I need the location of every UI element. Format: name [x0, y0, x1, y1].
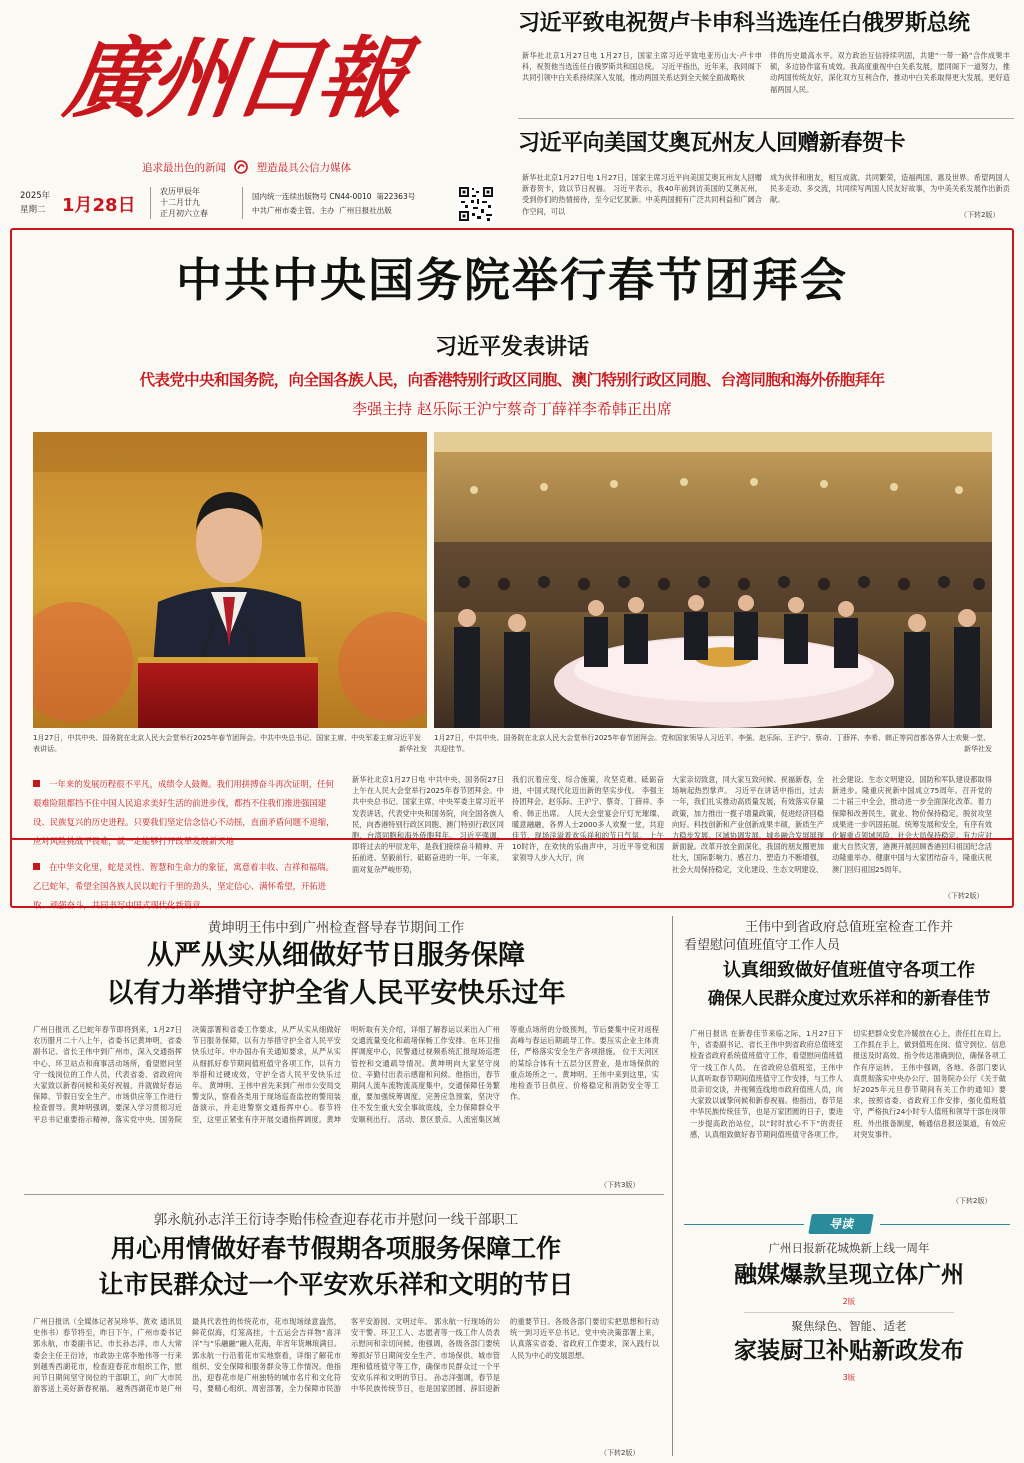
- lead-headline: 中共中央国务院举行春节团拜会: [176, 253, 848, 307]
- caption-right: 1月27日，中共中央、国务院在北京人民大会堂举行2025年春节团拜会。党和国家领导人习近平、李强、赵乐际、王沪宁、蔡奇、丁薛祥、李希、韩正等同首都各界人士欢聚一堂、共迎佳节。 新华社发: [434, 734, 992, 753]
- lead-deck: 代表党中央和国务院，向全国各族人民，向香港特别行政区同胞、澳门特别行政区同胞、台湾同胞和海外侨胞拜年: [139, 371, 885, 389]
- newspaper-logo: 廣州日報: [58, 26, 410, 130]
- square-bullet-icon: [33, 780, 40, 787]
- date-year: 2025年: [20, 191, 51, 201]
- story4-kicker-2: 看望慰问值班值守工作人员: [684, 938, 841, 953]
- guide-item2-page: 3版: [842, 1373, 856, 1382]
- story3-headline-1: 用心用情做好春节假期各项服务保障工作: [110, 1234, 561, 1263]
- story3-body: 广州日报讯（全媒体记者吴珍华、黄欢 通讯员史伟书）春节将至，昨日下午，广州市委书记郭永航，市委副书记、市长孙志洋，市人大常委会主任王衍诗，市政协主席李贻伟等一行来到越秀西湖花市，检查迎春花市组织工作，慰问节日期间坚守岗位的干部职工，向广大市民游客送上美好新春祝福。 越秀西湖花市是广州最具代表性的传统花市，花市现场绿意盎然，鲜花似海，灯笼高挂，十五运会吉祥物“喜洋洋”与“乐融融”融入花海，年宵年货琳琅满目。郭永航一行沿着花市实地察看，详细了解花市组织、安全保障和服务群众等工作情况。他指出，迎春花市是广州独特的城市名片和文化符号，要精心组织、周密部署，全力保障市民游客平安游园、文明过年。 郭永航一行现场的公安干警、环卫工人、志愿者等一线工作人员表示慰问和亲切问候。他强调，各级各部门要统筹抓好节日期间安全生产、市场保供、城市管理和值班值守等工作，确保市民群众过一个平安欢乐祥和文明的节日。 孙志洋强调，春节是中华民族传统节日，也是国家团圆、辞旧迎新的重要节日。各级各部门要切实把思想和行动统一到习近平总书记、党中央决策部署上来，认真落实省委、省政府工作要求，深入践行以人民为中心的发展思想。: [33, 1317, 659, 1394]
- date-weekday: 星期二: [20, 205, 46, 215]
- story2-headline-1: 从严从实从细做好节日服务保障: [147, 940, 525, 971]
- divider: [242, 187, 243, 219]
- story3-turn: （下转2版）: [600, 1449, 640, 1457]
- top-story-1-headline: 习近平致电祝贺卢卡申科当选连任白俄罗斯总统: [518, 10, 970, 36]
- guide-badge-label: 导读: [828, 1217, 853, 1231]
- story3-kicker: 郭永航孙志洋王衍诗李贻伟检查迎春花市并慰问一线干部职工: [153, 1212, 519, 1228]
- slogan: [142, 160, 351, 175]
- story2-headline-2: 以有力举措守护全省人民平安快乐过年: [106, 978, 566, 1009]
- pub-info-1: 国内统一连续出版物号 CN44-0010 第22363号: [252, 192, 416, 201]
- top-story-2-body-b: 成为伙伴和朋友，相互成就、共同繁荣，造福两国、惠及世界。希望两国人民多走动、多交流，共同续写两国人民友好故事，为中美关系发展作出新贡献。: [770, 173, 1010, 205]
- divider: [150, 187, 151, 219]
- top-story-1-body-a: 新华社北京1月27日电 1月27日，国家主席习近平致电亚历山大·卢卡申科，祝贺他当选连任白俄罗斯共和国总统。 习近平指出，近年来，我同阁下共同引领中白关系持续深入发展，推动两国关系达到全天候全面战略伙: [522, 51, 762, 83]
- lead-body-col-2: 我们沉着应变、综合施策，攻坚克难、砥砺奋进，中国式现代化迈出新的坚实步伐。 李强主持团拜会，赵乐际、王沪宁、蔡奇、丁薛祥、李希、韩正出席。 人民大会堂宴会厅灯光璀璨、暖意融融，各界人士2000多人欢聚一堂，共迎佳节，现场洋溢着欢乐祥和的节日气氛。 上午10时许，在欢快的乐曲声中，习近平等党和国家领导人步入大厅，向: [512, 775, 664, 863]
- lead-story-frame-bottom: [10, 838, 1014, 908]
- divider: [880, 1224, 1010, 1225]
- story4-turn: （下转2版）: [952, 1197, 992, 1205]
- story2-kicker: 黄坤明王伟中到广州检查督导春节期间工作: [207, 920, 465, 936]
- guide-item1-title[interactable]: 融媒爆款呈现立体广州: [734, 1262, 964, 1288]
- lunar-2: 十二月廿九: [160, 198, 200, 207]
- guide-item1-page: 2版: [842, 1297, 856, 1306]
- top-story-2-body-a: 新华社北京1月27日电 1月27日，国家主席习近平向美国艾奥瓦州友人回赠新春贺卡，致以节日祝福。 习近平表示，我40年前到访美国的艾奥瓦州，受到你们的热情接待，至今记忆犹新。中美两国拥有广泛共同利益和广阔合作空间，可以: [522, 173, 762, 216]
- story2-turn: （下转3版）: [600, 1181, 640, 1189]
- story4-kicker-1: 王伟中到省政府总值班室检查工作并: [744, 920, 953, 935]
- story3-headline-2: 让市民群众过一个平安欢乐祥和文明的节日: [98, 1270, 574, 1299]
- story4-headline-2: 确保人民群众度过欢乐祥和的新春佳节: [707, 989, 991, 1009]
- top-story-2-turn: （下转2版）: [960, 211, 1000, 219]
- lead-body-col-3: 大家亲切致意，同大家互致问候、祝福新春，全场响起热烈掌声。 习近平在讲话中指出，过去一年，我们扎实推动高质量发展，有效落实存量政策，加力推出一揽子增量政策，促进经济回稳向好。科技创新和产业创新成果丰硕，新质生产力稳步发展。区域协调发展、城乡融合发展展现新面貌。改革开放全面深化，我国的朋友圈更加壮大，国际影响力、感召力、塑造力不断增强，社会大局保持稳定，文化建设、生态文明建设、: [672, 775, 824, 874]
- guide-box: [684, 1214, 1014, 1458]
- guide-item1-kicker: 广州日报新花城焕新上线一周年: [768, 1241, 930, 1255]
- qr-code: [457, 185, 495, 223]
- quote-2: 在中华文化里，蛇是灵性、智慧和生命力的象征，寓意着丰收、吉祥和福瑞。乙巳蛇年，希望全国各族人民以蛇行千里的劲头，坚定信心、满怀希望，开拓进取、顽强奋斗，共同书写中国式现代化新篇章: [33, 862, 334, 910]
- lead-body-col-4: 社会建设、生态文明建设、国防和军队建设都取得新进步。隆重庆祝新中国成立75周年。召开党的二十届三中全会，推动进一步全面深化改革。着力保障和改善民生，就业、物价保持稳定，脱贫攻坚成果进一步巩固拓展。统筹发展和安全，有序有效化解重点领域风险，社会大局保持稳定。有力应对重大自然灾害，港澳开展回顾香港回归祖国纪念活动隆重举办。健康中国与大家团结奋斗，隆重庆祝澳门回归祖国25周年。: [832, 775, 992, 874]
- column-divider: [672, 916, 673, 1456]
- divider: [518, 118, 1014, 119]
- guide-item2-title[interactable]: 家装厨卫补贴新政发布: [734, 1338, 964, 1364]
- pub-info-2: 中共广州市委主管、主办 广州日报社出版: [252, 206, 392, 215]
- guide-item2-kicker: 聚焦绿色、智能、适老: [791, 1319, 907, 1333]
- quote-1: 一年来的发展历程很不平凡，成绩令人鼓舞。我们用拼搏奋斗再次证明，任何艰难险阻都挡不住中国人民追求美好生活的前进步伐，都挡不住我们推进强国建设、民族复兴的历史进程。只要我们坚定信念信心不动摇，直面矛盾问题不退缩，应对风险挑战不畏难，就一定能够打开改革发展新天地: [33, 779, 335, 846]
- lead-subhead: 习近平发表讲话: [434, 334, 589, 360]
- date-bar: [14, 185, 504, 221]
- caption-left: 1月27日，中共中央、国务院在北京人民大会堂举行2025年春节团拜会。中共中央总书记、国家主席、中央军委主席习近平发表讲话。 新华社发: [33, 734, 427, 753]
- photo-reception-hall: [434, 432, 992, 728]
- flame-icon: [233, 160, 249, 174]
- divider: [684, 1224, 804, 1225]
- lunar-3: 正月初六立春: [160, 209, 208, 218]
- divider: [24, 1194, 664, 1195]
- credit-right: 新华社发: [964, 745, 992, 753]
- credit-left: 新华社发: [399, 745, 427, 753]
- lunar-1: 农历甲辰年: [160, 187, 200, 196]
- top-story-2-headline: 习近平向美国艾奥瓦州友人回赠新春贺卡: [518, 130, 906, 156]
- date-main: 1月28日: [62, 195, 136, 216]
- photo-xi-speaking: [33, 432, 427, 728]
- story2-body: 广州日报讯 乙巳蛇年春节即将到来，1月27日农历腊月二十八上午，省委书记黄坤明，省委副书记、省长王伟中到广州市，深入交通指挥中心、环卫站点和商事活动场所，看望慰问坚守一线岗位的工作人员，代表省委、省政府向大家致以新春问候和美好祝福，并就做好春运保障、节假日安全生产、市场供应等工作进行检查督导。黄坤明强调，要深入学习贯彻习近平总书记重要指示精神，落实党中央、国务院决策部署和省委工作要求，从严从实从细做好节日服务保障，以有力举措守护全省人民平安快乐过年。中办国办有关通知要求，从严从实从细抓好春节期间值班值守各项工作，以有力举措和过硬成效，守护全省人民平安快乐过年。 黄坤明、王伟中首先来到广州市公安局交警支队，察看各类用于现场巡查监控的警用装备演示，并走进警察交通指挥中心。春节将至，这里正紧张有序开展交通指挥调度。黄坤明听取有关介绍，详细了解春运以来出入广州交通流量变化和疏堵保畅工作安排。在环卫指挥调度中心，民警通过视频系统汇报现场巡逻管控和交通疏导情况。黄坤明向大家坚守岗位、辛勤付出表示感谢和问候。他指出，春节期间人流车流物流高度集中，交通保障任务繁重，要加强统筹调度、完善应急预案，坚决守住不发生重大安全事故底线，全力保障群众平安顺利出行。 活动、景区景点、人流密集区域等重点场所的分级预判，节后要集中应对返程高峰与春运后期疏导工作。要压实企业主体责任，严格落实安全生产各项措施。 位于天河区的某综合体有十五层分区营业，是市场保供的重点场所之一。黄坤明、王伟中来到这里，实地检查节日供应、价格稳定和消防安全等工作。: [33, 1025, 659, 1124]
- slogan-right: 塑造最具公信力媒体: [256, 162, 352, 174]
- slogan-left: 追求最出色的新闻: [142, 162, 226, 174]
- lead-body-col-1: 新华社北京1月27日电 中共中央、国务院27日上午在人民大会堂举行2025年春节团拜会。中共中央总书记、国家主席、中央军委主席习近平发表讲话，代表党中央和国务院，向全国各族人民，向香港特别行政区同胞、澳门特别行政区同胞、台湾同胞和海外侨胞拜年。 习近平强调，即将过去的甲辰龙年，是我们接续奋斗精神、开拓前进、坚毅前行、砥砺奋进的一年。一年来，面对复杂严峻形势，: [352, 775, 504, 874]
- story4-headline-1: 认真细致做好值班值守各项工作: [723, 960, 975, 981]
- lead-attendees: 李强主持 赵乐际王沪宁蔡奇丁薛祥李希韩正出席: [352, 400, 672, 418]
- story4-body: 广州日报讯 在新春佳节来临之际，1月27日下午，省委副书记、省长王伟中到省政府总值班室检查省政府系统值班值守工作，看望慰问值班值守一线工作人员。 在省政府总值班室，王伟中认真听取春节期间值班值守工作安排，与工作人员亲切交谈，并视频连线地市政府值班人员，向大家致以诚挚问候和新春祝福。他指出，春节是中华民族传统佳节，也是万家团圆的日子，要进一步提高政治站位，以“时时放心不下”的责任感，认真细致做好春节期间值班值守各项工作，切实把群众安危冷暖放在心上，责任扛在肩上，工作抓在手上，做到值班在岗、值守到位、信息报送及时高效、指令传达准确到位，确保各项工作有序运转。 王伟中强调，各地、各部门要认真贯彻落实中央办公厅、国务院办公厅《关于做好2025年元旦春节期间有关工作的通知》要求，按照省委、省政府工作安排，强化值班值守，严格执行24小时专人值班和领导干部在岗带班、外出报备制度，畅通信息报送渠道，有效应对突发事件。: [690, 1029, 1006, 1139]
- lead-turn: （下转2版）: [944, 892, 984, 900]
- divider: [744, 1312, 954, 1313]
- top-story-1-body-b: 伴的历史最高水平。双方政治互信持续巩固，共建“一带一路”合作成果丰硕，多边协作富有成效。我高度重视中白关系发展，愿同阁下一道努力，推动两国传统友好，深化双方互利合作，推动中白关系取得更大发展，更好造福两国人民。: [770, 51, 1010, 94]
